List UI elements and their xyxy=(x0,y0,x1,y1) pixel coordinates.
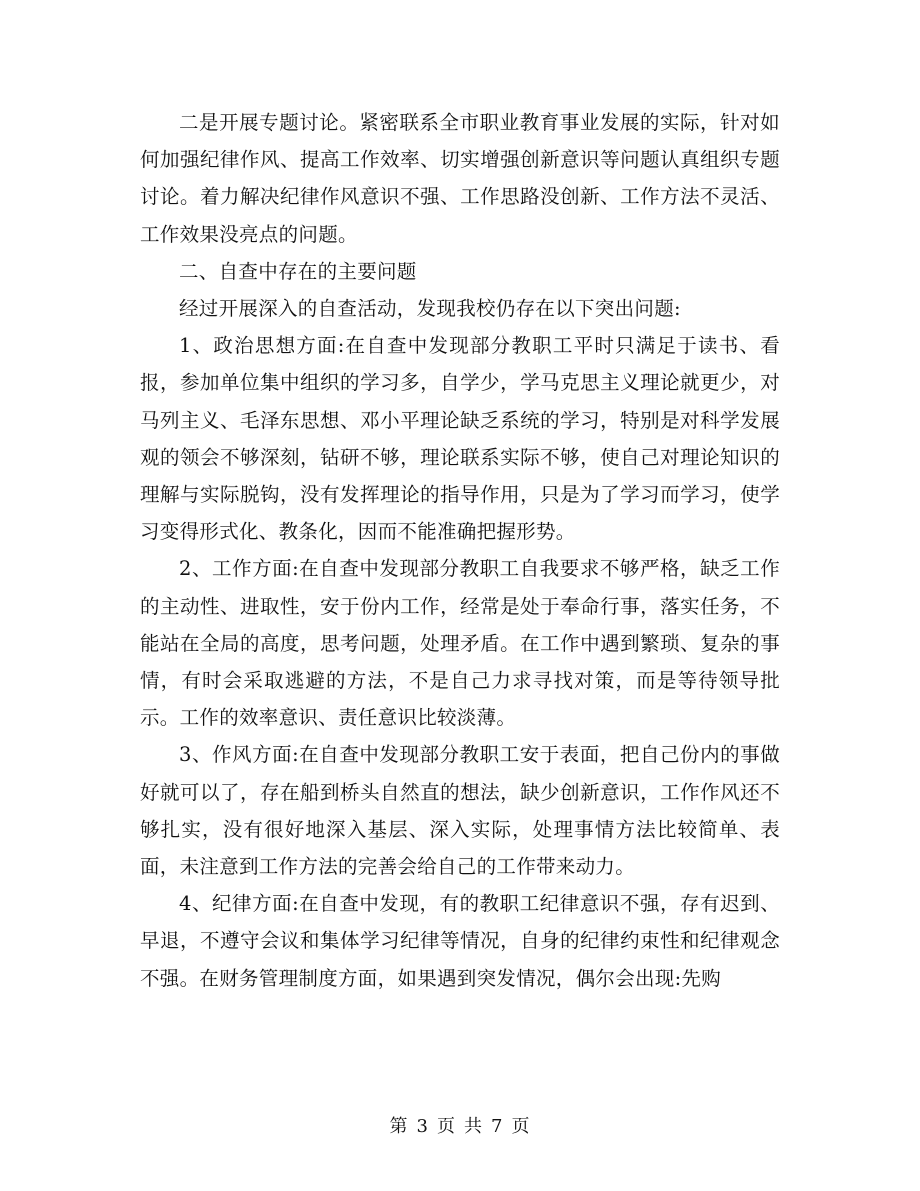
page-footer xyxy=(0,1112,920,1138)
document-body xyxy=(140,104,780,997)
section-heading-main-problems: 二、自查中存在的主要问题 xyxy=(179,259,417,283)
footer-total-prefix: 共 xyxy=(464,1116,483,1137)
footer-current-page: 3 xyxy=(416,1116,429,1137)
paragraph-discipline: 4、纪律方面:在自查中发现，有的教职工纪律意识不强，存有迟到、早退，不遵守会议和集体学习纪律等情况，自身的纪律约束性和纪律观念不强。在财务管理制度方面，如果遇到突发情况，偶尔会出现:先购 xyxy=(140,892,780,990)
paragraph-work: 2、工作方面:在自查中发现部分教职工自我要求不够严格，缺乏工作的主动性、进取性，安于份内工作，经常是处于奉命行事，落实任务，不能站在全局的高度，思考问题，处理矛盾。在工作中遇到繁琐、复杂的事情，有时会采取逃避的方法，不是自己力求寻找对策，而是等待领导批示。工作的效率意识、责任意识比较淡薄。 xyxy=(140,557,780,730)
footer-page-word: 页 xyxy=(437,1116,456,1137)
paragraph-special-discussion: 二是开展专题讨论。紧密联系全市职业教育事业发展的实际，针对如何加强纪律作风、提高工作效率、切实增强创新意识等问题认真组织专题讨论。着力解决纪律作风意识不强、工作思路没创新、工作方法不灵活、工作效果没亮点的问题。 xyxy=(140,111,780,246)
paragraph-political-thought: 1、政治思想方面:在自查中发现部分教职工平时只满足于读书、看报，参加单位集中组织的学习多，自学少，学马克思主义理论就更少，对马列主义、毛泽东思想、邓小平理论缺乏系统的学习，特别是对科学发展观的领会不够深刻，钻研不够，理论联系实际不够，使自己对理论知识的理解与实际脱钩，没有发挥理论的指导作用，只是为了学习而学习，使学习变得形式化、教条化，因而不能准确把握形势。 xyxy=(140,334,780,544)
footer-prefix: 第 xyxy=(389,1116,409,1137)
footer-total-pages: 7 xyxy=(491,1116,504,1137)
paragraph-intro-problems: 经过开展深入的自查活动，发现我校仍存在以下突出问题: xyxy=(179,297,681,321)
paragraph-style: 3、作风方面:在自查中发现部分教职工安于表面，把自己份内的事做好就可以了，存在船到桥头自然直的想法，缺少创新意识，工作作风还不够扎实，没有很好地深入基层、深入实际，处理事情方法比较简单、表面，未注意到工作方法的完善会给自己的工作带来动力。 xyxy=(140,743,780,879)
footer-total-suffix: 页 xyxy=(511,1116,531,1137)
